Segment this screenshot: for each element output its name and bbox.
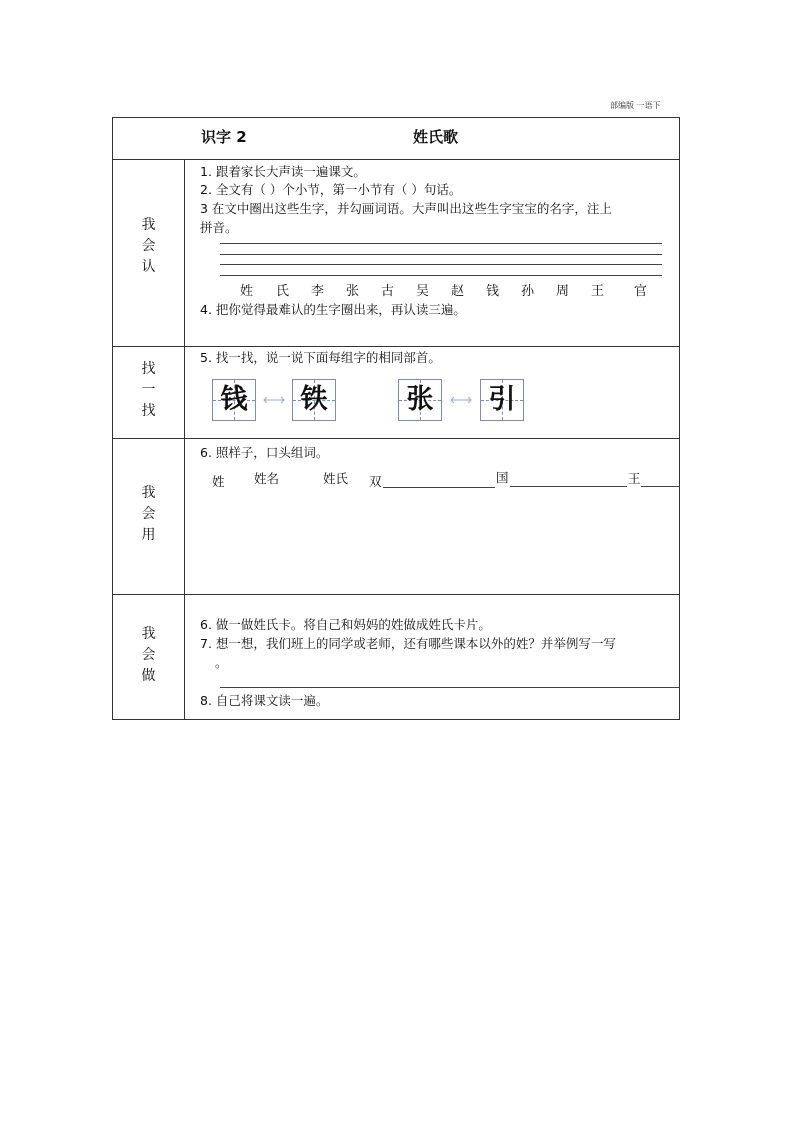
new-char: 钱 [486, 284, 500, 299]
pinyin-line [220, 264, 662, 265]
section-label-do [113, 624, 184, 687]
section-label-recognize [113, 215, 184, 278]
label-char: 找 [141, 361, 156, 377]
pinyin-line [220, 275, 662, 276]
new-char: 王 [591, 284, 605, 299]
new-char: 周 [556, 284, 570, 299]
new-characters-row [220, 280, 682, 298]
task-other-surnames-cont: 。 [215, 655, 228, 670]
char-grid-box [292, 379, 336, 421]
label-char: 我 [141, 217, 156, 233]
double-arrow-icon [262, 395, 286, 405]
row-divider [113, 346, 679, 347]
answer-line[interactable] [383, 487, 495, 488]
pinyin-line [220, 243, 662, 244]
task-find-radicals: 5. 找一找，说一说下面每组字的相同部首。 [200, 350, 441, 365]
example-word: 姓氏 [323, 471, 349, 486]
task-circle-chars: 3 在文中圈出这些生字，并勾画词语。大声叫出这些生字宝宝的名字，注上 [200, 201, 612, 216]
new-char: 吴 [416, 284, 430, 299]
edition-note: 部编版 一语下 [610, 101, 661, 110]
grid-char: 铁 [300, 384, 328, 415]
section-label-find [113, 359, 184, 422]
label-char: 会 [141, 506, 156, 522]
label-char: 找 [141, 403, 156, 419]
new-char: 姓 [240, 284, 254, 299]
new-char: 赵 [451, 284, 465, 299]
char-grid-box [398, 379, 442, 421]
task-read-again: 8. 自己将课文读一遍。 [200, 693, 329, 708]
task-name-card: 6. 做一做姓氏卡。将自己和妈妈的姓做成姓氏卡片。 [200, 617, 491, 632]
label-char: 用 [141, 527, 156, 543]
label-char: 做 [141, 668, 156, 684]
char-grid-box [480, 379, 524, 421]
new-char: 李 [311, 284, 325, 299]
label-char: 我 [141, 485, 156, 501]
pinyin-line [220, 254, 662, 255]
new-char: 孙 [521, 284, 535, 299]
char-grid-box [212, 379, 256, 421]
label-char: 会 [141, 647, 156, 663]
row-divider [113, 438, 679, 439]
label-char: 一 [141, 382, 156, 398]
new-char: 张 [346, 284, 360, 299]
lesson-title: 姓氏歌 [413, 128, 459, 146]
row-divider [113, 159, 679, 160]
task-read-aloud: 1. 跟着家长大声读一遍课文。 [200, 164, 366, 179]
new-char: 官 [634, 284, 648, 299]
section-label-use [113, 483, 184, 546]
task-make-words: 6. 照样子，口头组词。 [200, 445, 329, 460]
double-arrow-icon [449, 395, 473, 405]
grid-char: 钱 [220, 384, 248, 415]
blank-prompt-char: 王 [628, 471, 641, 486]
task-count-sections: 2. 全文有（ ）个小节，第一小节有（ ）句话。 [200, 182, 462, 197]
task-hardest-chars: 4. 把你觉得最难认的生字圈出来，再认读三遍。 [200, 302, 466, 317]
grid-char: 引 [488, 384, 516, 415]
answer-line[interactable] [220, 687, 680, 688]
label-char: 我 [141, 626, 156, 642]
task-circle-chars-cont: 拼音。 [200, 220, 238, 235]
column-divider [184, 160, 185, 720]
blank-prompt-char: 双 [369, 474, 382, 489]
example-word: 姓名 [254, 471, 280, 486]
answer-line[interactable] [510, 486, 627, 487]
grid-char: 张 [406, 384, 434, 415]
new-char: 古 [381, 284, 395, 299]
row-divider [113, 594, 679, 595]
label-char: 认 [141, 259, 156, 275]
new-char: 氏 [276, 284, 290, 299]
task-other-surnames: 7. 想一想，我们班上的同学或老师，还有哪些课本以外的姓？并举例写一写 [200, 636, 616, 651]
label-char: 会 [141, 238, 156, 254]
blank-prompt-char: 国 [496, 470, 509, 485]
lesson-number: 识字 2 [201, 128, 247, 146]
answer-line[interactable] [641, 486, 680, 487]
worksheet-table [112, 117, 680, 720]
example-char: 姓 [212, 474, 225, 489]
